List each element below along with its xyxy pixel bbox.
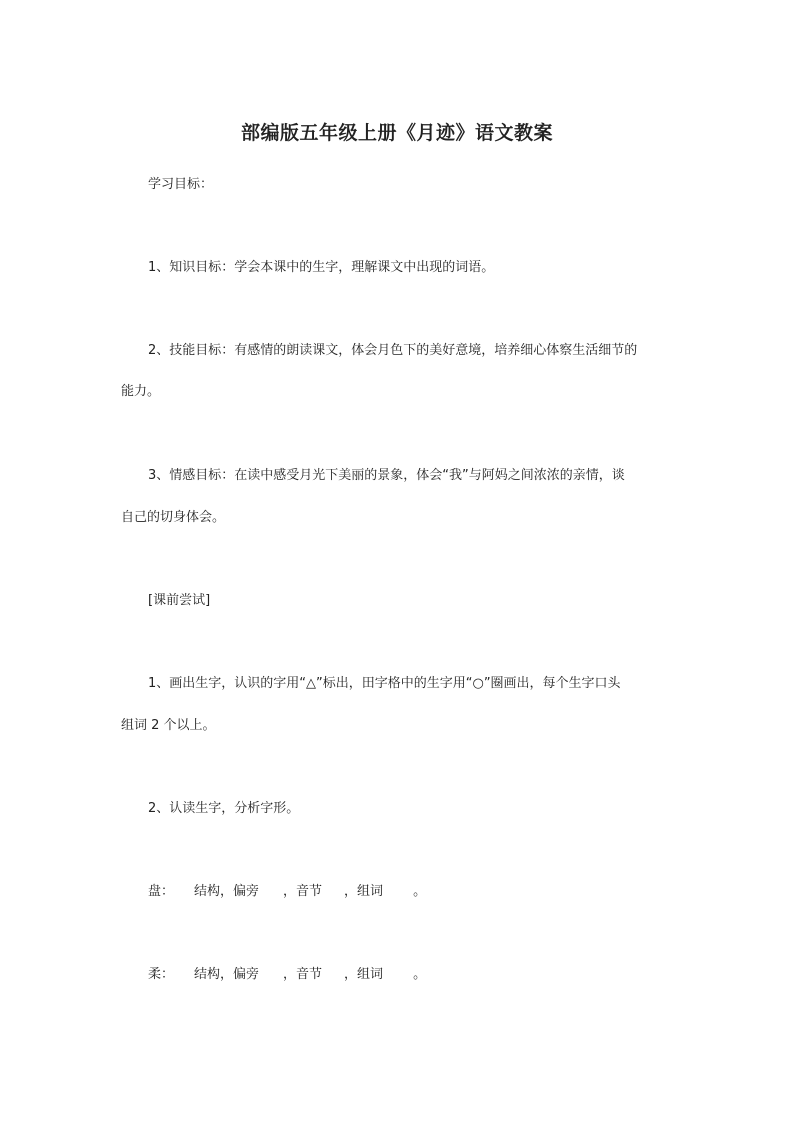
objective-2-line-1: 2、技能目标：有感情的朗读课文，体会月色下的美好意境，培养细心体察生活细节的	[148, 343, 638, 358]
task-2: 2、认读生字，分析字形。	[148, 801, 300, 816]
objectives-heading: 学习目标：	[148, 177, 214, 192]
sound-label: ，音节	[283, 884, 323, 899]
task-1-line-2: 组词 2 个以上。	[121, 718, 216, 733]
char-label: 柔：	[148, 967, 175, 982]
words-label: ，组词	[344, 967, 384, 982]
task-1-line-1: 1、画出生字，认识的字用“△”标出，田字格中的生字用“○”圈画出，每个生字口头	[148, 676, 621, 691]
objective-3-line-1: 3、情感目标：在读中感受月光下美丽的景象，体会“我”与阿妈之间浓浓的亲情，谈	[148, 468, 625, 483]
objective-2-line-2: 能力。	[121, 384, 161, 399]
char-label: 盘：	[148, 884, 175, 899]
structure-label: 结构，偏旁	[194, 967, 260, 982]
sound-label: ，音节	[283, 967, 323, 982]
char-row-pan	[121, 882, 708, 902]
row-end: 。	[413, 967, 427, 982]
objective-1: 1、知识目标：学会本课中的生字，理解课文中出现的词语。	[148, 260, 495, 275]
words-label: ，组词	[344, 884, 384, 899]
page-title: 部编版五年级上册《月迹》语文教案	[240, 122, 553, 144]
structure-label: 结构，偏旁	[194, 884, 260, 899]
row-end: 。	[413, 884, 427, 899]
pre-class-heading: [课前尝试]	[148, 593, 211, 608]
objective-3-line-2: 自己的切身体会。	[121, 510, 226, 525]
char-row-rou	[121, 965, 708, 985]
